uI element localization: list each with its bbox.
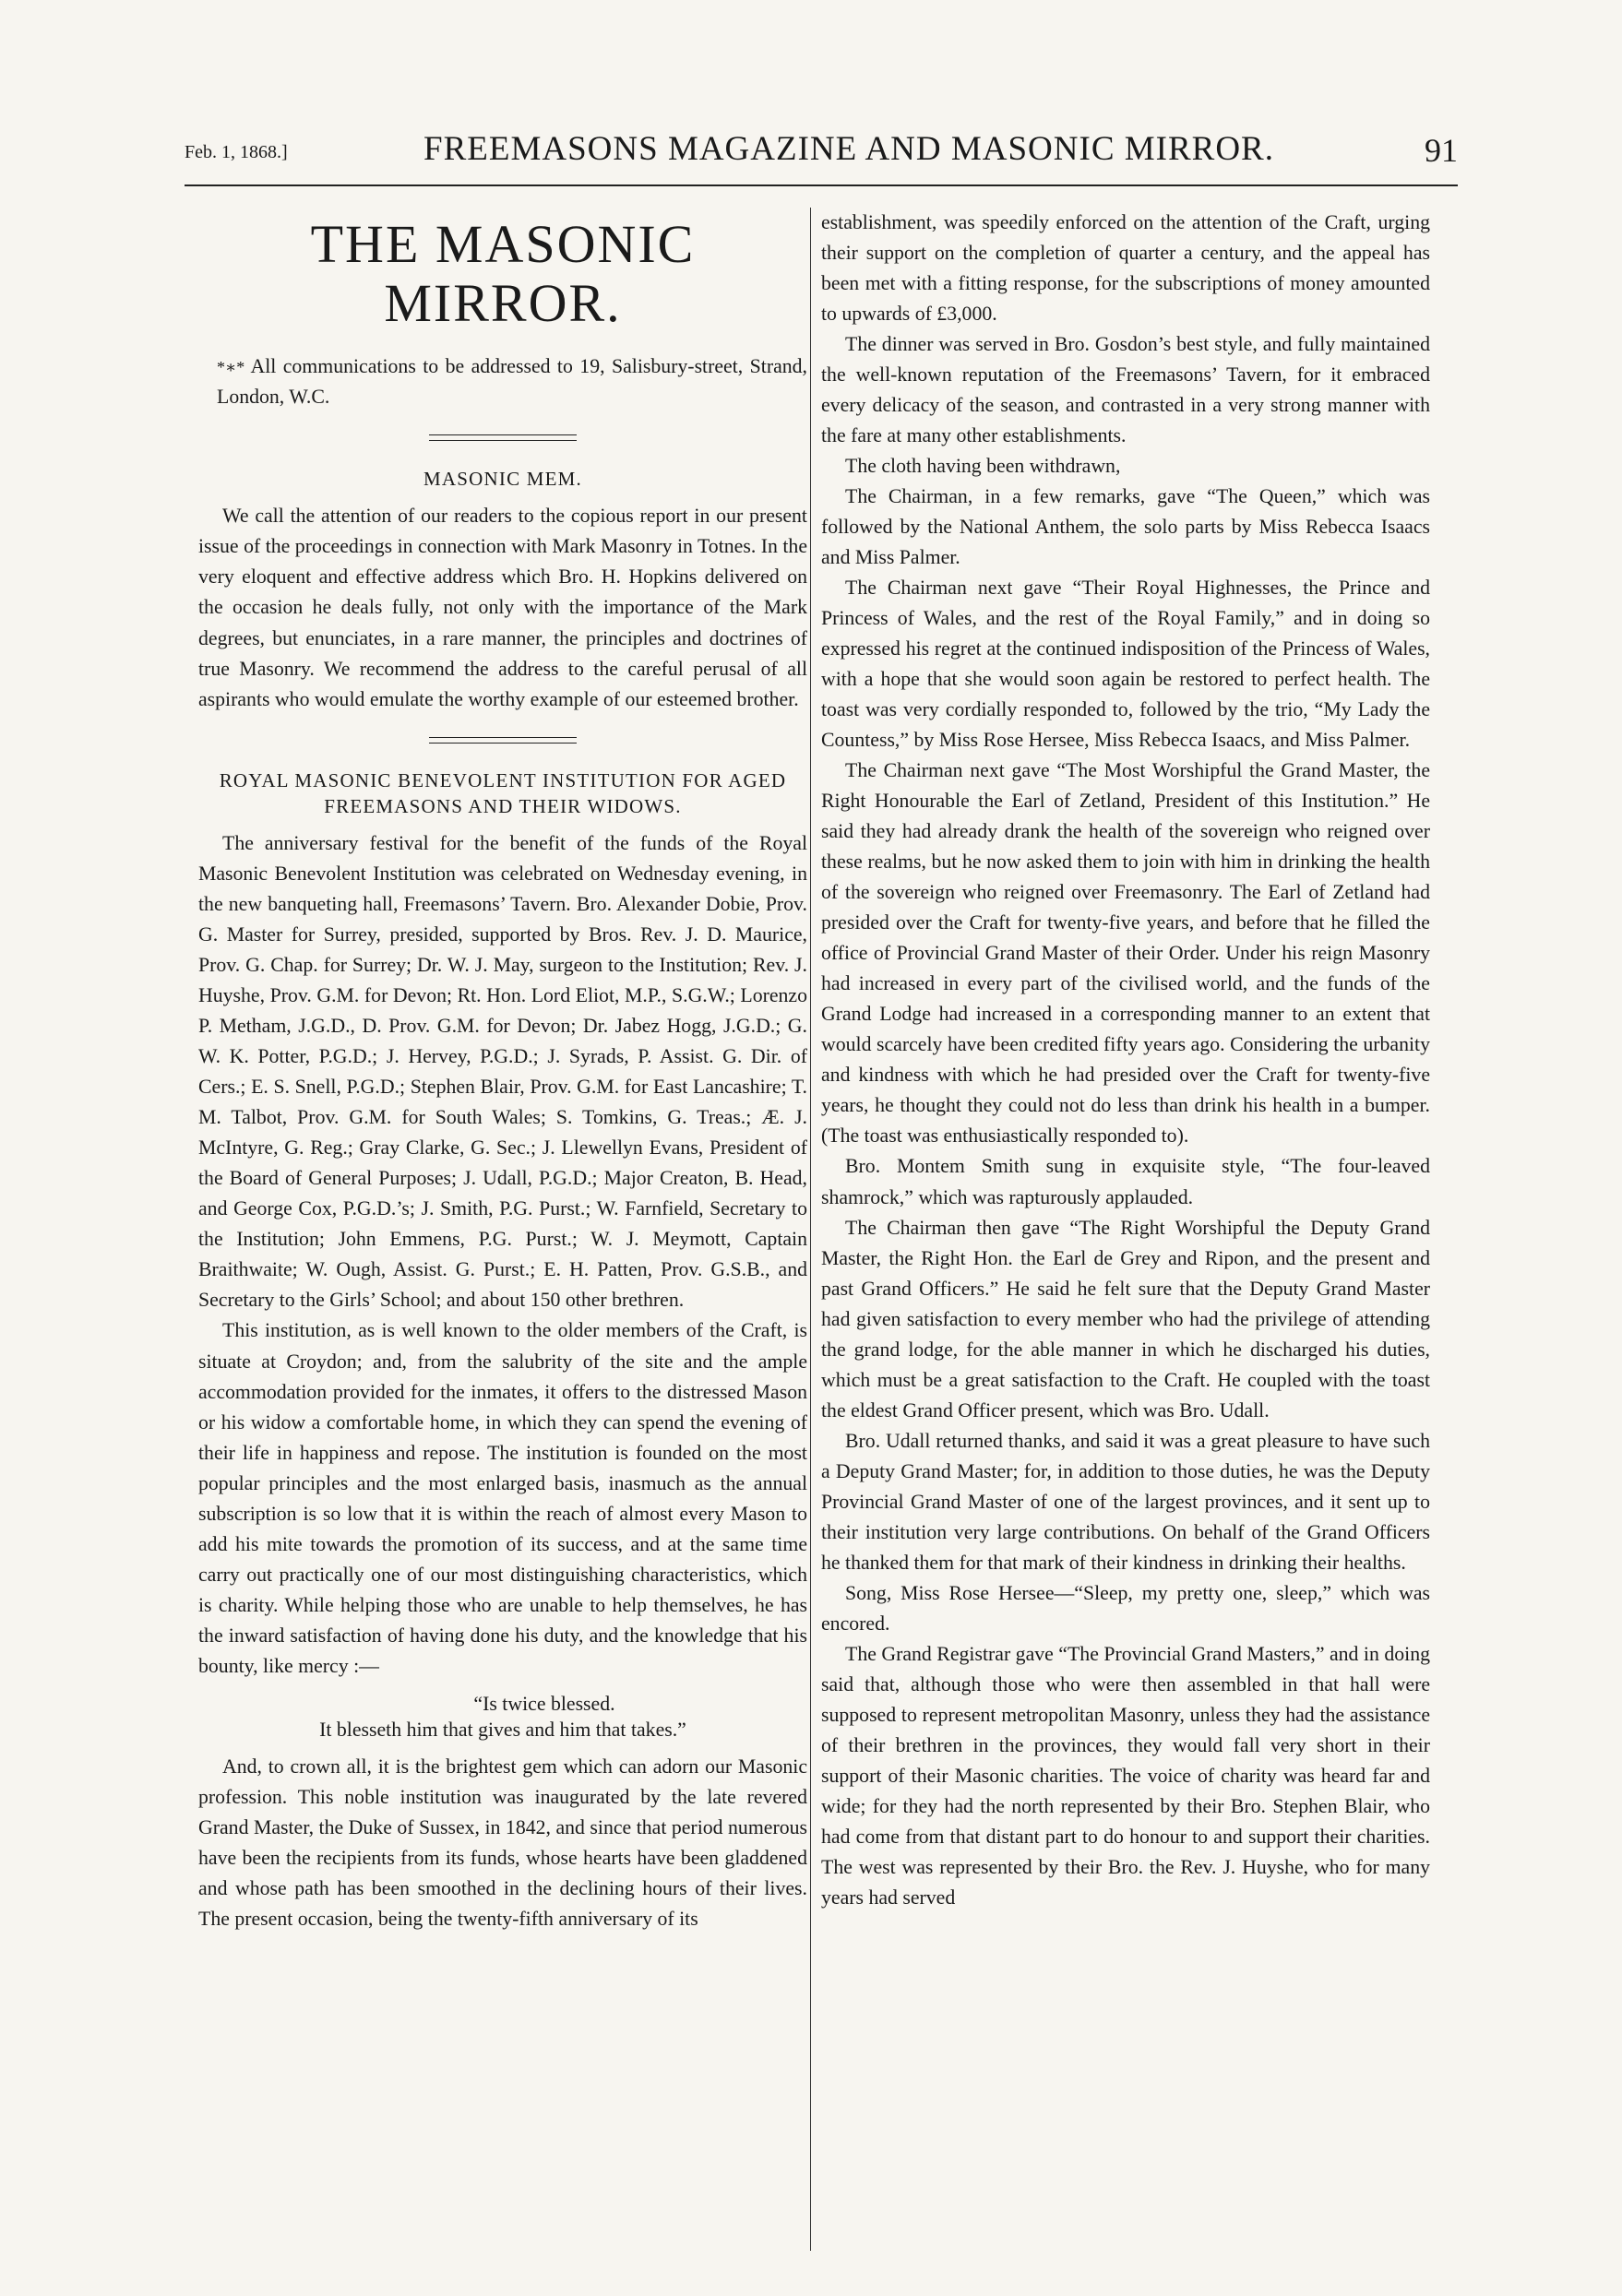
article-paragraph: This institution, as is well known to the older members of the Craft, is situate at Croydon; and, from the salubrity of the site and the ample accommodation provided for the inmates, it offers to the distressed Mason or his widow a comfortable home, in which they can spend the evening of their life in happiness and repose. The institution is founded on the most popular principles and the most enlarged basis, inasmuch as the annual subscription is so low that it is within the reach of almost every Mason to add his mite towards the promotion of its success, and at the same time carry out practically one of our most distinguishing characteristics, which is charity. While helping those who are unable to help themselves, he has the inward satisfaction of having done his duty, and the knowledge that his bounty, like mercy :— — [198, 1319, 807, 1677]
article-paragraph: The anniversary festival for the benefit of the funds of the Royal Masonic Benevolent Institution was celebrated on Wednesday evening, in the new banqueting hall, Freemasons’ Tavern. Bro. Alexander Dobie, Prov. G. Master for Surrey, presided, supported by Bros. Rev. J. D. Maurice, Prov. G. Chap. for Surrey; Dr. W. J. May, surgeon to the Institution; Rev. J. Huyshe, Prov. G.M. for Devon; Rt. Hon. Lord Eliot, M.P., S.G.W.; Lorenzo P. Metham, J.G.D., D. Prov. G.M. for Devon; Dr. Jabez Hogg, J.G.D.; G. W. K. Potter, P.G.D.; J. Hervey, P.G.D.; J. Syrads, P. Assist. G. Dir. of Cers.; E. S. Snell, P.G.D.; Stephen Blair, Prov. G.M. for East Lancashire; T. M. Talbot, Prov. G.M. for South Wales; S. Tomkins, G. Treas.; Æ. J. McIntyre, G. Reg.; Gray Clarke, G. Sec.; J. Llewellyn Evans, President of the Board of General Purposes; J. Udall, P.G.D.; Major Creaton, B. Head, and George Cox, P.G.D.’s; J. Smith, P.G. Purst.; W. Farnfield, Secretary to the Institution; John Emmens, P.G. Purst.; W. J. Meymott, Captain Braithwaite; W. Ough, Assist. G. Purst.; E. H. Patten, Prov. G.S.B., and Secretary to the Girls’ School; and about 150 other brethren. — [198, 832, 807, 1312]
running-head — [185, 129, 1458, 175]
mem-heading: MASONIC MEM. — [423, 467, 582, 490]
article-paragraph: Bro. Udall returned thanks, and said it was a great pleasure to have such a Deputy Grand Master; for, in addition to those duties, he was the Deputy Provincial Grand Master of one of the largest provinces, and it sent up to their institution very large contributions. On behalf of the Grand Officers he thanked them for that mark of their kindness in drinking their healths. — [821, 1429, 1430, 1574]
issue-date: Feb. 1, 1868.] — [185, 142, 288, 162]
header-rule — [185, 184, 1458, 186]
right-column — [821, 208, 1430, 2255]
section-title: THE MASONIC MIRROR. — [310, 214, 696, 333]
editorial-notice — [198, 351, 807, 412]
quote-line: “Is twice blessed. — [473, 1692, 615, 1715]
notice-text: All communications to be addressed to 19, Salisbury-street, Strand, London, W.C. — [217, 354, 807, 408]
article-paragraph: The Chairman then gave “The Right Worshipful the Deputy Grand Master, the Right Hon. the Earl de Grey and Ripon, and the present and past Grand Officers.” He said he felt sure that the Deputy Grand Master had given satisfaction to every member who had the privilege of attending the grand lodge, for the able manner in which he discharged his duties, which must be a great satisfaction to the Craft. He coupled with the toast the eldest Grand Officer present, which was Bro. Udall. — [821, 1216, 1430, 1422]
quote-line: It blesseth him that gives and him that takes.” — [319, 1719, 686, 1741]
article-paragraph: The Chairman next gave “The Most Worshipful the Grand Master, the Right Honourable the Earl of Zetland, President of this Institution.” He said they had already drank the health of the sovereign who reigned over these realms, but he now asked them to join with him in drinking the health of the sovereign who reigned over Freemasonry. The Earl of Zetland had presided over the Craft for twenty-five years, and before that he filled the office of Provincial Grand Master of their Order. Under his reign Masonry had increased in every part of the civilised world, and the funds of the Grand Lodge had increased in a corresponding manner to an extent that would scarcely have been credited fifty years ago. Considering the urbanity and kindness with which he had presided over the Craft for twenty-five years, he thought they could not do less than drink his health in a bumper. (The toast was enthusiastically responded to). — [821, 759, 1430, 1148]
section-divider — [429, 434, 577, 441]
article-heading: ROYAL MASONIC BENEVOLENT INSTITUTION FOR AGED FREEMASONS AND THEIR WIDOWS. — [219, 768, 787, 817]
article-paragraph: establishment, was speedily enforced on the attention of the Craft, urging their support on the completion of quarter a century, and the appeal has been met with a fitting response, for the subscriptions of money amounted to upwards of £3,000. — [821, 211, 1430, 326]
article-paragraph: The Chairman next gave “Their Royal Highnesses, the Prince and Princess of Wales, and the rest of the Royal Family,” and in doing so expressed his regret at the continued indisposition of the Princess of Wales, with a hope that she would soon again be restored to perfect health. The toast was very cordially responded to, followed by the trio, “My Lady the Countess,” by Miss Rose Hersee, Miss Rebecca Isaacs, and Miss Palmer. — [821, 577, 1430, 752]
article-paragraph: The Chairman, in a few remarks, gave “The Queen,” which was followed by the National Anthem, the solo parts by Miss Rebecca Isaacs and Miss Palmer. — [821, 485, 1430, 569]
article-paragraph: The cloth having been withdrawn, — [845, 455, 1121, 478]
magazine-title: FREEMASONS MAGAZINE AND MASONIC MIRROR. — [423, 130, 1274, 168]
article-paragraph: Song, Miss Rose Hersee—“Sleep, my pretty one, sleep,” which was encored. — [821, 1581, 1430, 1635]
section-divider — [429, 737, 577, 744]
article-paragraph: The dinner was served in Bro. Gosdon’s best style, and fully maintained the well-known reputation of the Freemasons’ Tavern, for it embraced every delicacy of the season, and contrasted in a very strong manner with the fare at many other establishments. — [821, 333, 1430, 447]
article-paragraph: The Grand Registrar gave “The Provincial Grand Masters,” and in doing said that, although those who were then assembled in that hall were supposed to represent metropolitan Masonry, unless they had the assistance of their brethren in the provinces, they would fall very short in their support of their Masonic charities. The voice of charity was heard far and wide; for they had the north represented by their Bro. Stephen Blair, who had come from that distant part to do honour to and support their charities. The west was represented by their Bro. the Rev. J. Huyshe, who for many years had served — [821, 1642, 1430, 1909]
column-divider — [810, 208, 811, 2251]
page-number: 91 — [1425, 132, 1458, 169]
mem-paragraph: We call the attention of our readers to the copious report in our present issue of the proceedings in connection with Mark Masonry in Totnes. In the very eloquent and effective address which Bro. H. Hopkins delivered on the occasion he deals fully, not only with the importance of the Mark degrees, but enunciates, in a rare manner, the principles and doctrines of true Masonry. We recommend the address to the careful perusal of all aspirants who would emulate the worthy example of our esteemed brother. — [198, 505, 807, 710]
asterism: *∗* — [217, 357, 245, 376]
article-paragraph: Bro. Montem Smith sung in exquisite style, “The four-leaved shamrock,” which was rapturously applauded. — [821, 1155, 1430, 1208]
quotation — [198, 1691, 807, 1743]
left-column — [198, 208, 807, 2255]
article-paragraph: And, to crown all, it is the brightest gem which can adorn our Masonic profession. This noble institution was inaugurated by the late revered Grand Master, the Duke of Sussex, in 1842, and since that period numerous have been the recipients from its funds, whose hearts have been gladdened and whose path has been smoothed in the declining hours of their lives. The present occasion, being the twenty-fifth anniversary of its — [198, 1755, 807, 1931]
